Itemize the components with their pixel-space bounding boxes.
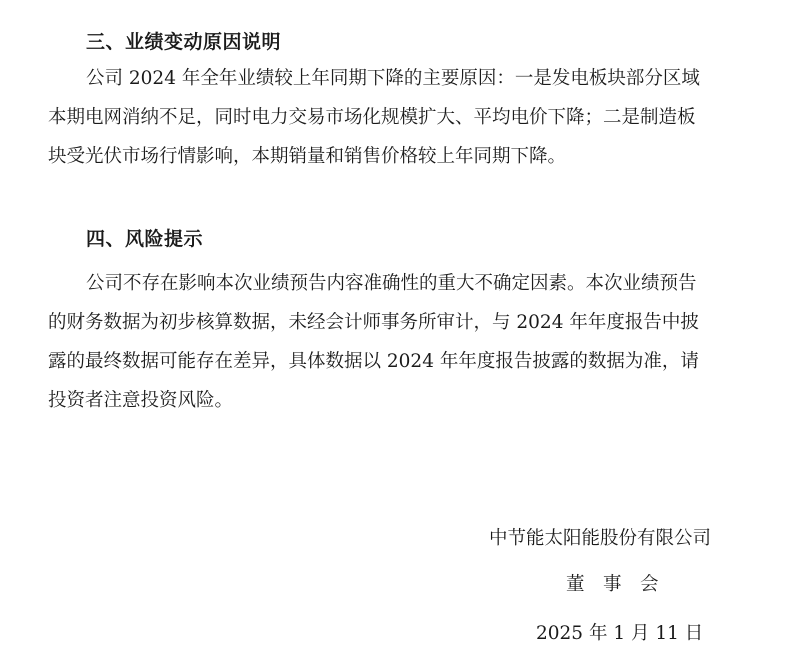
paragraph-line: 本期电网消纳不足，同时电力交易市场化规模扩大、平均电价下降；二是制造板 (48, 107, 696, 128)
paragraph-line: 公司不存在影响本次业绩预告内容准确性的重大不确定因素。本次业绩预告 (86, 273, 697, 294)
signature-board: 董 事 会 (566, 574, 659, 595)
section-heading-performance-change-reasons: 三、业绩变动原因说明 (86, 31, 282, 53)
signature-date: 2025 年 1 月 11 日 (536, 623, 704, 644)
paragraph-line: 块受光伏市场行情影响，本期销量和销售价格较上年同期下降。 (48, 146, 567, 167)
section-heading-risk-warning: 四、风险提示 (86, 228, 204, 250)
signature-company-name: 中节能太阳能股份有限公司 (489, 528, 712, 549)
paragraph-line: 的财务数据为初步核算数据，未经会计师事务所审计，与 2024 年年度报告中披 (48, 312, 699, 333)
paragraph-risk-warning (48, 264, 753, 420)
paragraph-line: 投资者注意投资风险。 (48, 390, 234, 411)
paragraph-performance-change-reasons (48, 59, 753, 176)
paragraph-line: 露的最终数据可能存在差异，具体数据以 2024 年年度报告披露的数据为准，请 (48, 351, 699, 372)
paragraph-line: 公司 2024 年全年业绩较上年同期下降的主要原因：一是发电板块部分区域 (86, 68, 700, 89)
